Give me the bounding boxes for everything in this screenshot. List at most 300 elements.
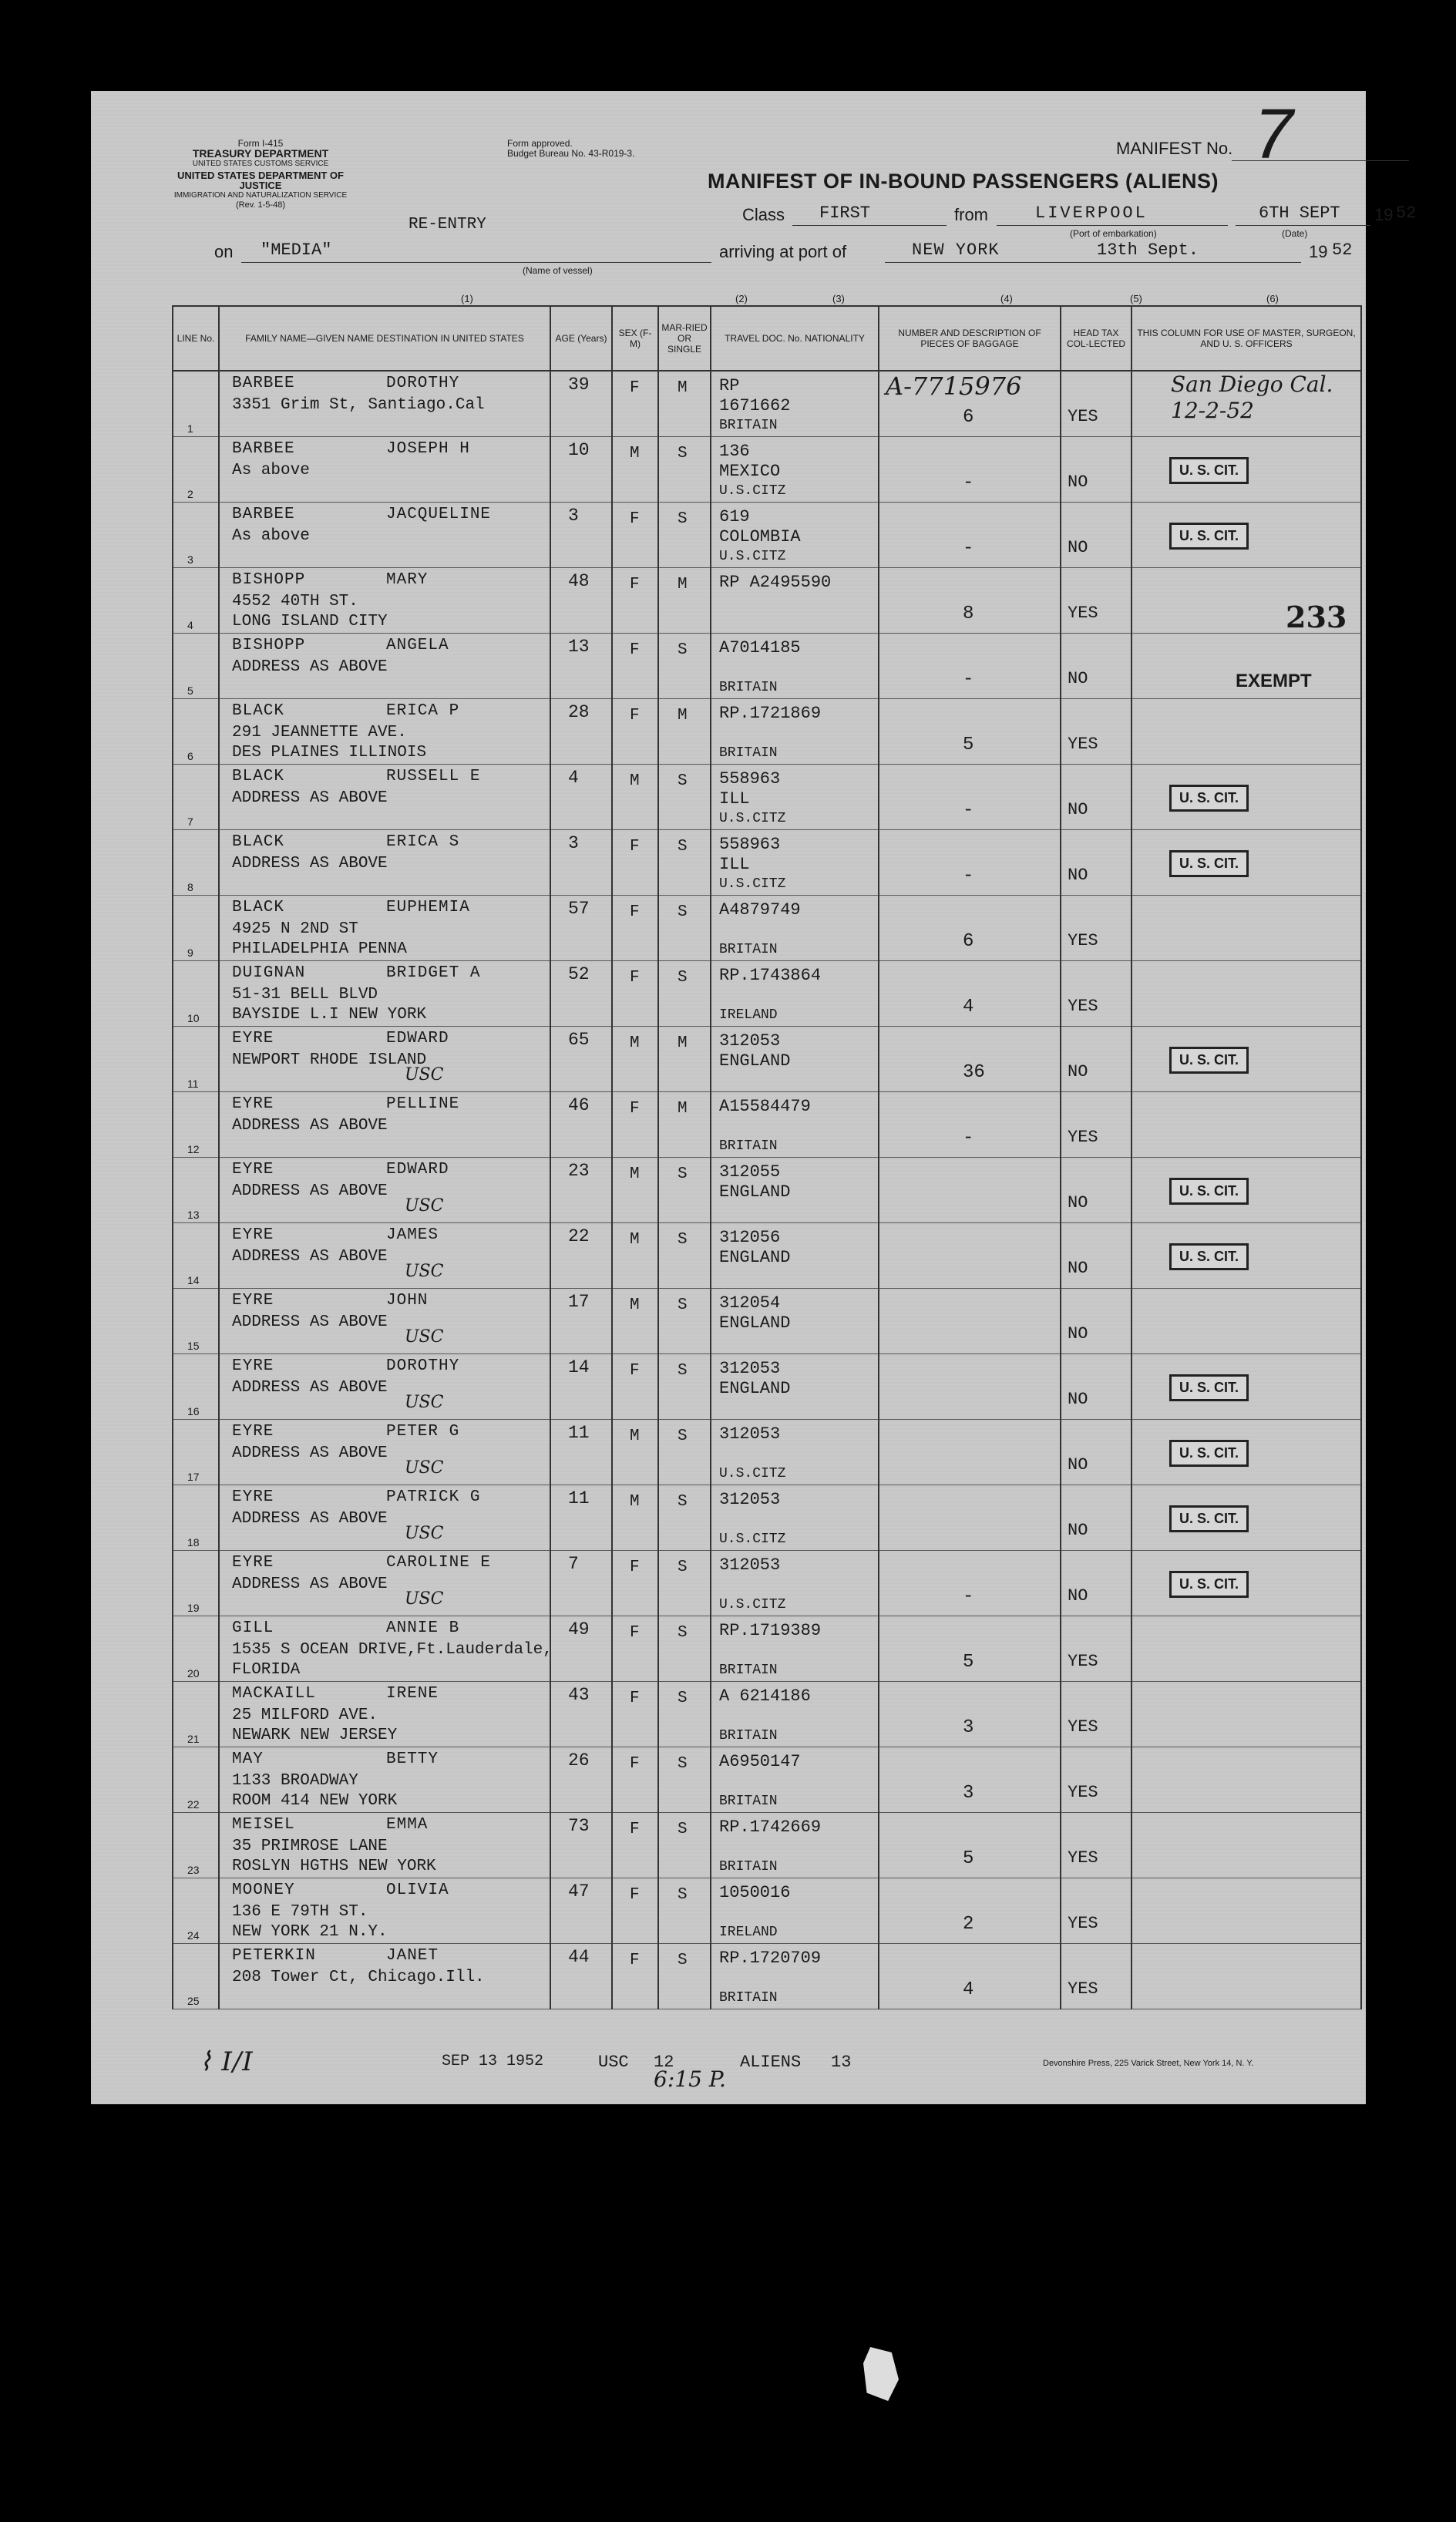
cell-head-tax bbox=[1061, 1551, 1132, 1616]
cell-sex bbox=[612, 1878, 658, 1944]
nationality: U.S.CITZ bbox=[719, 876, 786, 892]
form-header-left bbox=[172, 139, 349, 210]
doc-line1: 558963 bbox=[719, 769, 781, 789]
head-tax: YES bbox=[1068, 407, 1098, 426]
doc-line1: RP.1742669 bbox=[719, 1818, 822, 1837]
cell-married bbox=[658, 437, 711, 503]
cell-name bbox=[219, 1616, 553, 1682]
sex: F bbox=[630, 379, 640, 397]
cell-sex bbox=[612, 1616, 658, 1682]
line-number: 25 bbox=[187, 1995, 200, 2007]
cell-line bbox=[173, 1420, 219, 1485]
cell-travel-doc bbox=[711, 1747, 879, 1813]
doc-line1: A15584479 bbox=[719, 1097, 811, 1116]
destination-line1: As above bbox=[232, 527, 310, 545]
head-tax: NO bbox=[1068, 1259, 1088, 1278]
cell-name bbox=[219, 961, 550, 1027]
given-name: EUPHEMIA bbox=[386, 899, 470, 916]
age: 11 bbox=[568, 1488, 590, 1508]
cell-head-tax bbox=[1061, 1747, 1132, 1813]
cell-baggage bbox=[879, 1485, 1061, 1551]
given-name: PATRICK G bbox=[386, 1488, 481, 1506]
given-name: DOROTHY bbox=[386, 1357, 460, 1375]
head-tax: NO bbox=[1068, 1062, 1088, 1081]
head-tax: NO bbox=[1068, 1324, 1088, 1343]
head-tax: YES bbox=[1068, 1717, 1098, 1737]
cell-baggage bbox=[879, 634, 1061, 699]
cell-line bbox=[173, 634, 219, 699]
cell-officers bbox=[1132, 1747, 1361, 1813]
table-row bbox=[173, 1027, 1361, 1092]
cell-married bbox=[658, 896, 711, 961]
nationality: U.S.CITZ bbox=[719, 549, 786, 564]
cell-officers bbox=[1132, 1158, 1361, 1223]
doc-line2: ENGLAND bbox=[719, 1248, 791, 1267]
cell-officers bbox=[1132, 961, 1361, 1027]
family-name: MAY bbox=[232, 1750, 264, 1768]
cell-sex bbox=[612, 634, 658, 699]
cell-line bbox=[173, 765, 219, 830]
doc-line2: ENGLAND bbox=[719, 1313, 791, 1333]
cell-married bbox=[658, 1354, 711, 1420]
cell-line bbox=[173, 1551, 219, 1616]
given-name: JOSEPH H bbox=[386, 440, 470, 458]
cell-line bbox=[173, 1223, 219, 1289]
col-number: (1) bbox=[461, 293, 473, 304]
cell-age bbox=[550, 371, 612, 437]
given-name: ERICA P bbox=[386, 702, 460, 720]
cell-married bbox=[658, 1223, 711, 1289]
family-name: MOONEY bbox=[232, 1881, 295, 1899]
cell-officers bbox=[1132, 1682, 1361, 1747]
family-name: EYRE bbox=[232, 1095, 274, 1113]
sex: F bbox=[630, 969, 640, 987]
sex: F bbox=[630, 1886, 640, 1904]
destination-line1: ADDRESS AS ABOVE bbox=[232, 1248, 388, 1266]
cell-name bbox=[219, 634, 550, 699]
cell-sex bbox=[612, 503, 658, 568]
doc-line1: 312055 bbox=[719, 1162, 781, 1182]
cell-sex bbox=[612, 1420, 658, 1485]
cell-officers bbox=[1132, 1485, 1361, 1551]
cell-head-tax bbox=[1061, 699, 1132, 765]
paper-scrap bbox=[863, 2347, 899, 2401]
cell-travel-doc bbox=[711, 568, 879, 634]
cell-travel-doc bbox=[711, 437, 879, 503]
table-row bbox=[173, 1813, 1361, 1878]
cell-name bbox=[219, 437, 550, 503]
cell-name bbox=[219, 896, 550, 961]
baggage-count: 6 bbox=[963, 931, 974, 952]
line-number: 11 bbox=[187, 1078, 199, 1090]
cell-line bbox=[173, 1158, 219, 1223]
line-number: 20 bbox=[187, 1667, 200, 1680]
year-prefix-2: 19 bbox=[1309, 242, 1328, 261]
port-sublabel: (Port of embarkation) bbox=[1070, 228, 1157, 239]
line-number: 12 bbox=[187, 1143, 200, 1155]
manifest-no-label: MANIFEST No. bbox=[1116, 139, 1233, 158]
cell-baggage bbox=[879, 503, 1061, 568]
age: 46 bbox=[568, 1095, 590, 1115]
destination-line1: 3351 Grim St, Santiago.Cal bbox=[232, 396, 485, 414]
baggage-count: - bbox=[963, 669, 974, 690]
cell-officers bbox=[1132, 1878, 1361, 1944]
cell-officers bbox=[1132, 1354, 1361, 1420]
cell-line bbox=[173, 961, 219, 1027]
family-name: EYRE bbox=[232, 1292, 274, 1310]
revision: (Rev. 1-5-48) bbox=[236, 200, 285, 210]
marital-status: S bbox=[678, 1690, 688, 1707]
marital-status: M bbox=[678, 576, 688, 594]
cell-name bbox=[219, 1682, 550, 1747]
given-name: ANNIE B bbox=[386, 1619, 460, 1637]
header-travel-doc: TRAVEL DOC. No. NATIONALITY bbox=[711, 306, 879, 371]
footer-date-stamp: SEP 13 1952 bbox=[442, 2053, 544, 2070]
destination-line1: 51-31 BELL BLVD bbox=[232, 986, 378, 1004]
exempt-note: EXEMPT bbox=[1236, 671, 1312, 691]
sex: F bbox=[630, 1821, 640, 1838]
vessel-value: "MEDIA" bbox=[261, 240, 332, 260]
cell-baggage bbox=[879, 1158, 1061, 1223]
arrival-date: 13th Sept. bbox=[1097, 240, 1199, 260]
cell-head-tax bbox=[1061, 1289, 1132, 1354]
budget-text: Budget Bureau No. 43-R019-3. bbox=[507, 148, 635, 159]
line-number: 22 bbox=[187, 1798, 200, 1811]
doc-line2: ENGLAND bbox=[719, 1182, 791, 1202]
destination-line2: PHILADELPHIA PENNA bbox=[232, 940, 407, 958]
cell-head-tax bbox=[1061, 437, 1132, 503]
year-value: 52 bbox=[1396, 203, 1417, 223]
table-row bbox=[173, 1420, 1361, 1485]
col-number: (2) bbox=[735, 293, 748, 304]
given-name: OLIVIA bbox=[386, 1881, 449, 1899]
marital-status: M bbox=[678, 379, 688, 397]
cell-married bbox=[658, 1485, 711, 1551]
given-name: ERICA S bbox=[386, 833, 460, 851]
handwritten-usc: USC bbox=[405, 1393, 444, 1412]
date-value: 6TH SEPT bbox=[1259, 203, 1340, 223]
cell-head-tax bbox=[1061, 1878, 1132, 1944]
given-name: JOHN bbox=[386, 1292, 429, 1310]
destination-line1: 25 MILFORD AVE. bbox=[232, 1707, 378, 1724]
handwritten-usc: USC bbox=[405, 1524, 444, 1543]
cell-baggage bbox=[879, 1354, 1061, 1420]
nationality: U.S.CITZ bbox=[719, 1466, 786, 1481]
destination-line1: ADDRESS AS ABOVE bbox=[232, 1444, 388, 1462]
age: 57 bbox=[568, 899, 590, 919]
cell-name bbox=[219, 1027, 550, 1092]
line-number: 1 bbox=[187, 422, 193, 435]
cell-age bbox=[550, 1223, 612, 1289]
age: 3 bbox=[568, 506, 579, 526]
cell-line bbox=[173, 1813, 219, 1878]
cell-travel-doc bbox=[711, 1944, 879, 2009]
given-name: ANGELA bbox=[386, 637, 449, 654]
family-name: EYRE bbox=[232, 1161, 274, 1179]
table-row bbox=[173, 765, 1361, 830]
doc-line1: RP A2495590 bbox=[719, 573, 832, 592]
baggage-count: - bbox=[963, 472, 974, 493]
family-name: EYRE bbox=[232, 1030, 274, 1047]
sex: F bbox=[630, 1624, 640, 1642]
cell-line bbox=[173, 503, 219, 568]
footer-hand-time: 6:15 P. bbox=[654, 2066, 726, 2092]
cell-married bbox=[658, 961, 711, 1027]
manifest-no-value: 7 bbox=[1251, 96, 1296, 180]
marital-status: S bbox=[678, 1755, 688, 1773]
from-value: LIVERPOOL bbox=[1035, 203, 1148, 223]
cell-line bbox=[173, 1485, 219, 1551]
footer-aliens-count: 13 bbox=[831, 2053, 852, 2072]
doc-line1: 619 bbox=[719, 507, 750, 526]
marital-status: S bbox=[678, 903, 688, 921]
family-name: EYRE bbox=[232, 1357, 274, 1375]
head-tax: YES bbox=[1068, 735, 1098, 754]
marital-status: S bbox=[678, 510, 688, 528]
given-name: PELLINE bbox=[386, 1095, 460, 1113]
age: 3 bbox=[568, 833, 579, 853]
cell-sex bbox=[612, 1747, 658, 1813]
line-number: 18 bbox=[187, 1536, 200, 1549]
destination-line1: ADDRESS AS ABOVE bbox=[232, 1379, 388, 1397]
approved-text: Form approved. bbox=[507, 138, 573, 149]
table-row bbox=[173, 634, 1361, 699]
cell-age bbox=[550, 830, 612, 896]
cell-travel-doc bbox=[711, 961, 879, 1027]
baggage-count: - bbox=[963, 1586, 974, 1607]
table-row bbox=[173, 1551, 1361, 1616]
cell-travel-doc bbox=[711, 896, 879, 961]
footer-initials-mark: ⌇ I/I bbox=[199, 2046, 254, 2077]
doc-line1: 312053 bbox=[719, 1555, 781, 1575]
line-number: 15 bbox=[187, 1340, 200, 1352]
line-number: 4 bbox=[187, 619, 193, 631]
cell-name bbox=[219, 699, 550, 765]
cell-married bbox=[658, 503, 711, 568]
cell-officers bbox=[1132, 765, 1361, 830]
family-name: DUIGNAN bbox=[232, 964, 306, 982]
doc-line1: 136 bbox=[719, 442, 750, 461]
cell-married bbox=[658, 1944, 711, 2009]
handwritten-233: 233 bbox=[1286, 600, 1347, 634]
line-number: 9 bbox=[187, 947, 193, 959]
cell-sex bbox=[612, 371, 658, 437]
cell-line bbox=[173, 1682, 219, 1747]
given-name: BRIDGET A bbox=[386, 964, 481, 982]
cell-travel-doc bbox=[711, 371, 879, 437]
given-name: MARY bbox=[386, 571, 429, 589]
cell-sex bbox=[612, 568, 658, 634]
marital-status: M bbox=[678, 1034, 688, 1052]
header-row bbox=[173, 306, 1361, 371]
age: 13 bbox=[568, 637, 590, 657]
age: 48 bbox=[568, 571, 590, 591]
cell-baggage bbox=[879, 830, 1061, 896]
class-label: Class bbox=[742, 205, 785, 224]
doc-line2: MEXICO bbox=[719, 462, 781, 481]
cell-travel-doc bbox=[711, 1682, 879, 1747]
marital-status: S bbox=[678, 1362, 688, 1380]
baggage-count: 8 bbox=[963, 604, 974, 624]
cell-name bbox=[219, 1485, 550, 1551]
cell-line bbox=[173, 1027, 219, 1092]
year-prefix: 19 bbox=[1374, 205, 1394, 224]
cell-sex bbox=[612, 437, 658, 503]
cell-line bbox=[173, 1289, 219, 1354]
marital-status: M bbox=[678, 707, 688, 725]
destination-line1: As above bbox=[232, 462, 310, 479]
family-name: BLACK bbox=[232, 702, 285, 720]
cell-travel-doc bbox=[711, 1420, 879, 1485]
destination-line1: ADDRESS AS ABOVE bbox=[232, 855, 388, 873]
us-citizen-stamp: U. S. CIT. bbox=[1169, 457, 1249, 484]
destination-line1: ADDRESS AS ABOVE bbox=[232, 1117, 388, 1135]
line-number: 19 bbox=[187, 1602, 200, 1614]
head-tax: NO bbox=[1068, 1586, 1088, 1606]
table-row bbox=[173, 1485, 1361, 1551]
baggage-count: 2 bbox=[963, 1914, 974, 1935]
marital-status: S bbox=[678, 1296, 688, 1314]
doc-line2: 1671662 bbox=[719, 396, 791, 415]
reentry-stamp: RE-ENTRY bbox=[409, 216, 486, 234]
table-row bbox=[173, 371, 1361, 437]
age: 65 bbox=[568, 1030, 590, 1050]
given-name: RUSSELL E bbox=[386, 768, 481, 785]
cell-head-tax bbox=[1061, 896, 1132, 961]
cell-married bbox=[658, 765, 711, 830]
cell-married bbox=[658, 1878, 711, 1944]
age: 23 bbox=[568, 1161, 590, 1181]
line-number: 8 bbox=[187, 881, 193, 893]
class-value: FIRST bbox=[819, 203, 871, 223]
marital-status: S bbox=[678, 1821, 688, 1838]
cell-head-tax bbox=[1061, 830, 1132, 896]
manifest-number bbox=[1116, 96, 1296, 180]
cell-baggage bbox=[879, 1551, 1061, 1616]
cell-name bbox=[219, 1944, 550, 2009]
marital-status: M bbox=[678, 1100, 688, 1118]
header-baggage: NUMBER AND DESCRIPTION OF PIECES OF BAGGAGE bbox=[879, 306, 1061, 371]
destination-line1: ADDRESS AS ABOVE bbox=[232, 1313, 388, 1331]
given-name: JANET bbox=[386, 1947, 439, 1965]
cell-line bbox=[173, 830, 219, 896]
table-row bbox=[173, 1158, 1361, 1223]
doc-line1: 312053 bbox=[719, 1359, 781, 1378]
cell-line bbox=[173, 371, 219, 437]
header-sex: SEX (F-M) bbox=[612, 306, 658, 371]
destination-line2: DES PLAINES ILLINOIS bbox=[232, 744, 427, 762]
destination-line2: ROSLYN HGTHS NEW YORK bbox=[232, 1858, 436, 1875]
handwritten-usc: USC bbox=[405, 1458, 444, 1478]
destination-line1: 1133 BROADWAY bbox=[232, 1772, 358, 1790]
family-name: BARBEE bbox=[232, 506, 295, 523]
sex: F bbox=[630, 641, 640, 659]
family-name: EYRE bbox=[232, 1488, 274, 1506]
marital-status: S bbox=[678, 1231, 688, 1249]
cell-officers bbox=[1132, 1616, 1361, 1682]
doc-line1: RP.1721869 bbox=[719, 704, 822, 723]
given-name: JAMES bbox=[386, 1226, 439, 1244]
header-head-tax: HEAD TAX COL-LECTED bbox=[1061, 306, 1132, 371]
family-name: BARBEE bbox=[232, 375, 295, 392]
line-number: 21 bbox=[187, 1733, 200, 1745]
baggage-count: 4 bbox=[963, 997, 974, 1017]
destination-line1: 1535 S OCEAN DRIVE,Ft.Lauderdale, bbox=[232, 1641, 553, 1659]
cell-sex bbox=[612, 765, 658, 830]
us-citizen-stamp: U. S. CIT. bbox=[1169, 1243, 1249, 1270]
head-tax: NO bbox=[1068, 800, 1088, 819]
cell-line bbox=[173, 896, 219, 961]
form-number: Form I-415 bbox=[237, 138, 284, 149]
doc-line1: 312053 bbox=[719, 1424, 781, 1444]
sex: F bbox=[630, 510, 640, 528]
cell-sex bbox=[612, 1682, 658, 1747]
cell-name bbox=[219, 1354, 550, 1420]
treasury-dept: TREASURY DEPARTMENT bbox=[192, 147, 329, 160]
destination-line2: NEW YORK 21 N.Y. bbox=[232, 1923, 388, 1941]
baggage-count: 36 bbox=[963, 1062, 985, 1083]
class-row bbox=[650, 203, 1421, 239]
nationality: BRITAIN bbox=[719, 1138, 778, 1154]
table-row bbox=[173, 1944, 1361, 2009]
cell-age bbox=[550, 1354, 612, 1420]
cell-head-tax bbox=[1061, 765, 1132, 830]
cell-baggage bbox=[879, 1092, 1061, 1158]
doc-line1: 1050016 bbox=[719, 1883, 791, 1902]
cell-name bbox=[219, 1813, 550, 1878]
sex: M bbox=[630, 1034, 640, 1052]
cell-head-tax bbox=[1061, 1682, 1132, 1747]
destination-line1: ADDRESS AS ABOVE bbox=[232, 1182, 388, 1200]
form-approved bbox=[507, 139, 661, 159]
head-tax: YES bbox=[1068, 997, 1098, 1016]
cell-officers bbox=[1132, 896, 1361, 961]
cell-baggage bbox=[879, 437, 1061, 503]
cell-sex bbox=[612, 1289, 658, 1354]
given-name: IRENE bbox=[386, 1685, 439, 1703]
from-label: from bbox=[954, 205, 988, 224]
marital-status: S bbox=[678, 1624, 688, 1642]
cell-head-tax bbox=[1061, 1027, 1132, 1092]
cell-sex bbox=[612, 1944, 658, 2009]
cell-married bbox=[658, 699, 711, 765]
line-number: 16 bbox=[187, 1405, 200, 1417]
table-row bbox=[173, 503, 1361, 568]
cell-officers bbox=[1132, 699, 1361, 765]
head-tax: NO bbox=[1068, 1193, 1088, 1212]
cell-age bbox=[550, 1813, 612, 1878]
cell-head-tax bbox=[1061, 1158, 1132, 1223]
given-name: JACQUELINE bbox=[386, 506, 492, 523]
sex: F bbox=[630, 576, 640, 594]
head-tax: NO bbox=[1068, 866, 1088, 885]
cell-baggage bbox=[879, 1813, 1061, 1878]
cell-age bbox=[550, 1878, 612, 1944]
cell-name bbox=[219, 1092, 550, 1158]
cell-officers bbox=[1132, 1092, 1361, 1158]
baggage-count: 3 bbox=[963, 1783, 974, 1804]
family-name: MACKAILL bbox=[232, 1685, 316, 1703]
header-married: MAR-RIED OR SINGLE bbox=[658, 306, 711, 371]
col-number: (6) bbox=[1266, 293, 1279, 304]
line-number: 14 bbox=[187, 1274, 200, 1286]
given-name: EMMA bbox=[386, 1816, 429, 1834]
cell-travel-doc bbox=[711, 1223, 879, 1289]
family-name: MEISEL bbox=[232, 1816, 295, 1834]
cell-sex bbox=[612, 961, 658, 1027]
head-tax: YES bbox=[1068, 931, 1098, 950]
sex: F bbox=[630, 903, 640, 921]
